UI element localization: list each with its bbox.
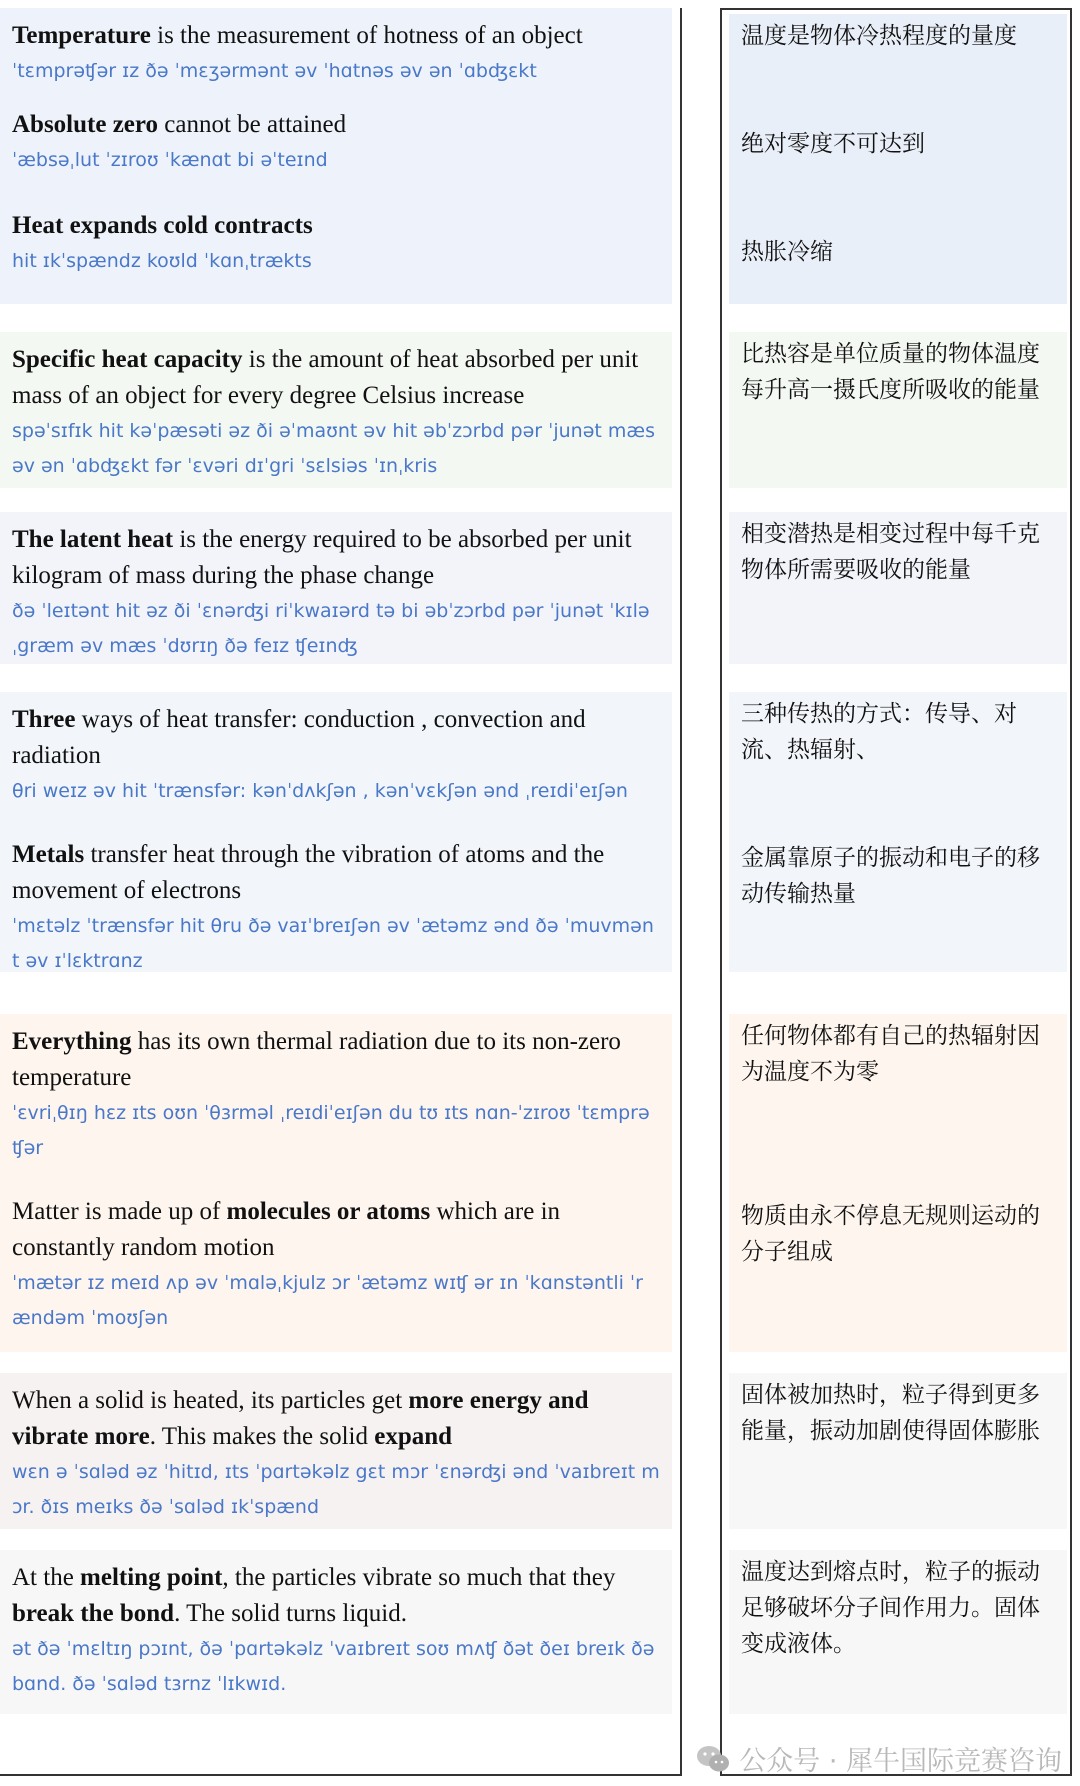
- chinese-card: [729, 692, 1067, 972]
- sentence-keyword: expand: [374, 1423, 453, 1450]
- sentence-keyword: Metals: [12, 841, 85, 868]
- english-sentence: [12, 522, 660, 594]
- watermark-text: 公众号 · 犀牛国际竞赛咨询: [739, 1746, 1062, 1777]
- ipa-transcription: ət ðə ˈmɛltɪŋ pɔɪnt, ðə ˈpɑrtəkəlz ˈvaɪbreɪt soʊ mʌʧ ðət ðeɪ breɪk ðə bɑnd. ðə ˈsɑləd tɜrnz ˈlɪkwɪd.: [12, 1638, 655, 1695]
- chinese-translation: 比热容是单位质量的物体温度每升高一摄氏度所吸收的能量: [741, 341, 1040, 403]
- english-entry: [12, 18, 660, 89]
- watermark: [695, 1739, 1062, 1778]
- sentence-keyword: Heat expands cold contracts: [12, 212, 313, 239]
- english-card: [0, 1550, 672, 1714]
- ipa-transcription: hit ɪkˈspændz koʊld ˈkɑnˌtrækts: [12, 250, 312, 272]
- ipa-transcription: wɛn ə ˈsɑləd əz ˈhitɪd, ɪts ˈpɑrtəkəlz gɛt mɔr ˈɛnərʤi ənd ˈvaɪbreɪt mɔr. ðɪs meɪks ðə ˈsɑləd ɪkˈspænd: [12, 1461, 660, 1518]
- english-sentence: [12, 107, 660, 143]
- sentence-text: is the energy required to be absorbed per unit kilogram of mass during the phase change: [12, 526, 632, 589]
- sentence-text: which are in constantly random motion: [12, 1198, 561, 1261]
- sentence-text: is the amount of heat absorbed per unit mass of an object for every degree Celsius increase: [12, 346, 639, 409]
- english-sentence: [12, 208, 660, 244]
- english-entry: [12, 1560, 660, 1702]
- sentence-text: At the: [12, 1564, 81, 1591]
- english-sentence: [12, 1024, 660, 1096]
- chinese-card: [729, 14, 1067, 304]
- sentence-text: transfer heat through the vibration of atoms and the movement of electrons: [12, 841, 605, 904]
- english-card: [0, 1014, 672, 1352]
- english-entry: [12, 1383, 660, 1525]
- english-sentence: [12, 342, 660, 414]
- english-entry: [12, 342, 660, 484]
- english-card: [0, 332, 672, 488]
- sentence-text: Matter is made up of: [12, 1198, 227, 1225]
- english-sentence: [12, 18, 660, 54]
- chinese-translation: 温度是物体冷热程度的量度: [741, 23, 1017, 49]
- sentence-text: ways of heat transfer: conduction , convection and radiation: [12, 706, 586, 769]
- chinese-translation: 固体被加热时，粒子得到更多能量，振动加剧使得固体膨胀: [741, 1382, 1040, 1444]
- chinese-card: [729, 1550, 1067, 1714]
- sentence-text: has its own thermal radiation due to its non-zero temperature: [12, 1028, 621, 1091]
- sentence-text: , the particles vibrate so much that they: [222, 1564, 616, 1591]
- ipa-transcription: ˈmɛtəlz ˈtrænsfər hit θru ðə vaɪˈbreɪʃən əv ˈætəmz ənd ðə ˈmuvmənt əv ɪˈlɛktrɑnz: [12, 915, 654, 972]
- ipa-transcription: θri weɪz əv hit ˈtrænsfər: kənˈdʌkʃən , kənˈvɛkʃən ənd ˌreɪdiˈeɪʃən: [12, 780, 628, 802]
- wechat-icon: [695, 1744, 731, 1774]
- ipa-transcription: ðə ˈleɪtənt hit əz ði ˈɛnərʤi riˈkwaɪərd tə bi əbˈzɔrbd pər ˈjunət ˈkɪləˌgræm əv mæs ˈdʊrɪŋ ðə feɪz ʧeɪnʤ: [12, 600, 650, 657]
- sentence-keyword: break the bond: [12, 1600, 175, 1627]
- sentence-keyword: more energy and vibrate more: [12, 1387, 589, 1450]
- chinese-translation: 任何物体都有自己的热辐射因为温度不为零: [741, 1023, 1040, 1085]
- chinese-translation: 绝对零度不可达到: [741, 131, 925, 157]
- sentence-text: . This makes the solid: [149, 1423, 375, 1450]
- chinese-translation: 金属靠原子的振动和电子的移动传输热量: [741, 845, 1040, 907]
- english-card: [0, 8, 672, 304]
- english-entry: [12, 208, 660, 279]
- english-card: [0, 1373, 672, 1529]
- chinese-card: [729, 512, 1067, 664]
- chinese-translation: 三种传热的方式：传导、对流、热辐射、: [741, 701, 1017, 763]
- english-sentence: [12, 1194, 660, 1266]
- sentence-keyword: Three: [12, 706, 76, 733]
- english-sentence: [12, 837, 660, 909]
- english-sentence: [12, 1560, 660, 1632]
- sentence-keyword: Everything: [12, 1028, 132, 1055]
- english-entry: [12, 1024, 660, 1166]
- chinese-card: [729, 1373, 1067, 1529]
- ipa-transcription: ˈɛvriˌθɪŋ hɛz ɪts oʊn ˈθɜrməl ˌreɪdiˈeɪʃən du tʊ ɪts nɑn-ˈzɪroʊ ˈtɛmprəʧər: [12, 1102, 650, 1159]
- sentence-keyword: The latent heat: [12, 526, 174, 553]
- sentence-keyword: Absolute zero: [12, 111, 159, 138]
- sentence-keyword: melting point: [80, 1564, 223, 1591]
- sentence-keyword: Specific heat capacity: [12, 346, 243, 373]
- ipa-transcription: ˈmætər ɪz meɪd ʌp əv ˈmɑləˌkjulz ɔr ˈætəmz wɪʧ ər ɪn ˈkɑnstəntli ˈrændəm ˈmoʊʃən: [12, 1272, 643, 1329]
- ipa-transcription: ˈtɛmprəʧər ɪz ðə ˈmɛʒərmənt əv ˈhɑtnəs əv ən ˈɑbʤɛkt: [12, 60, 537, 82]
- sentence-text: When a solid is heated, its particles get: [12, 1387, 409, 1414]
- chinese-card: [729, 332, 1067, 488]
- chinese-translation: 温度达到熔点时，粒子的振动足够破坏分子间作用力。固体变成液体。: [741, 1559, 1040, 1657]
- english-entry: [12, 522, 660, 664]
- sentence-keyword: Temperature: [12, 22, 151, 49]
- chinese-translation: 热胀冷缩: [741, 239, 833, 265]
- sentence-text: is the measurement of hotness of an object: [150, 22, 583, 49]
- english-sentence: [12, 1383, 660, 1455]
- chinese-translation: 物质由永不停息无规则运动的分子组成: [741, 1203, 1040, 1265]
- english-sentence: [12, 702, 660, 774]
- english-card: [0, 512, 672, 664]
- chinese-card: [729, 1014, 1067, 1352]
- sentence-text: cannot be attained: [158, 111, 347, 138]
- sentence-keyword: molecules or atoms: [226, 1198, 431, 1225]
- chinese-translation: 相变潜热是相变过程中每千克物体所需要吸收的能量: [741, 521, 1040, 583]
- sentence-text: . The solid turns liquid.: [174, 1600, 407, 1627]
- ipa-transcription: ˈæbsəˌlut ˈzɪroʊ ˈkænɑt bi əˈteɪnd: [12, 149, 328, 171]
- english-entry: [12, 107, 660, 178]
- english-entry: [12, 837, 660, 979]
- ipa-transcription: spəˈsɪfɪk hit kəˈpæsəti əz ði əˈmaʊnt əv hit əbˈzɔrbd pər ˈjunət mæs əv ən ˈɑbʤɛkt fər ˈɛvəri dɪˈgri ˈsɛlsiəs ˈɪnˌkris: [12, 420, 655, 477]
- english-entry: [12, 1194, 660, 1336]
- english-entry: [12, 702, 660, 809]
- english-card: [0, 692, 672, 972]
